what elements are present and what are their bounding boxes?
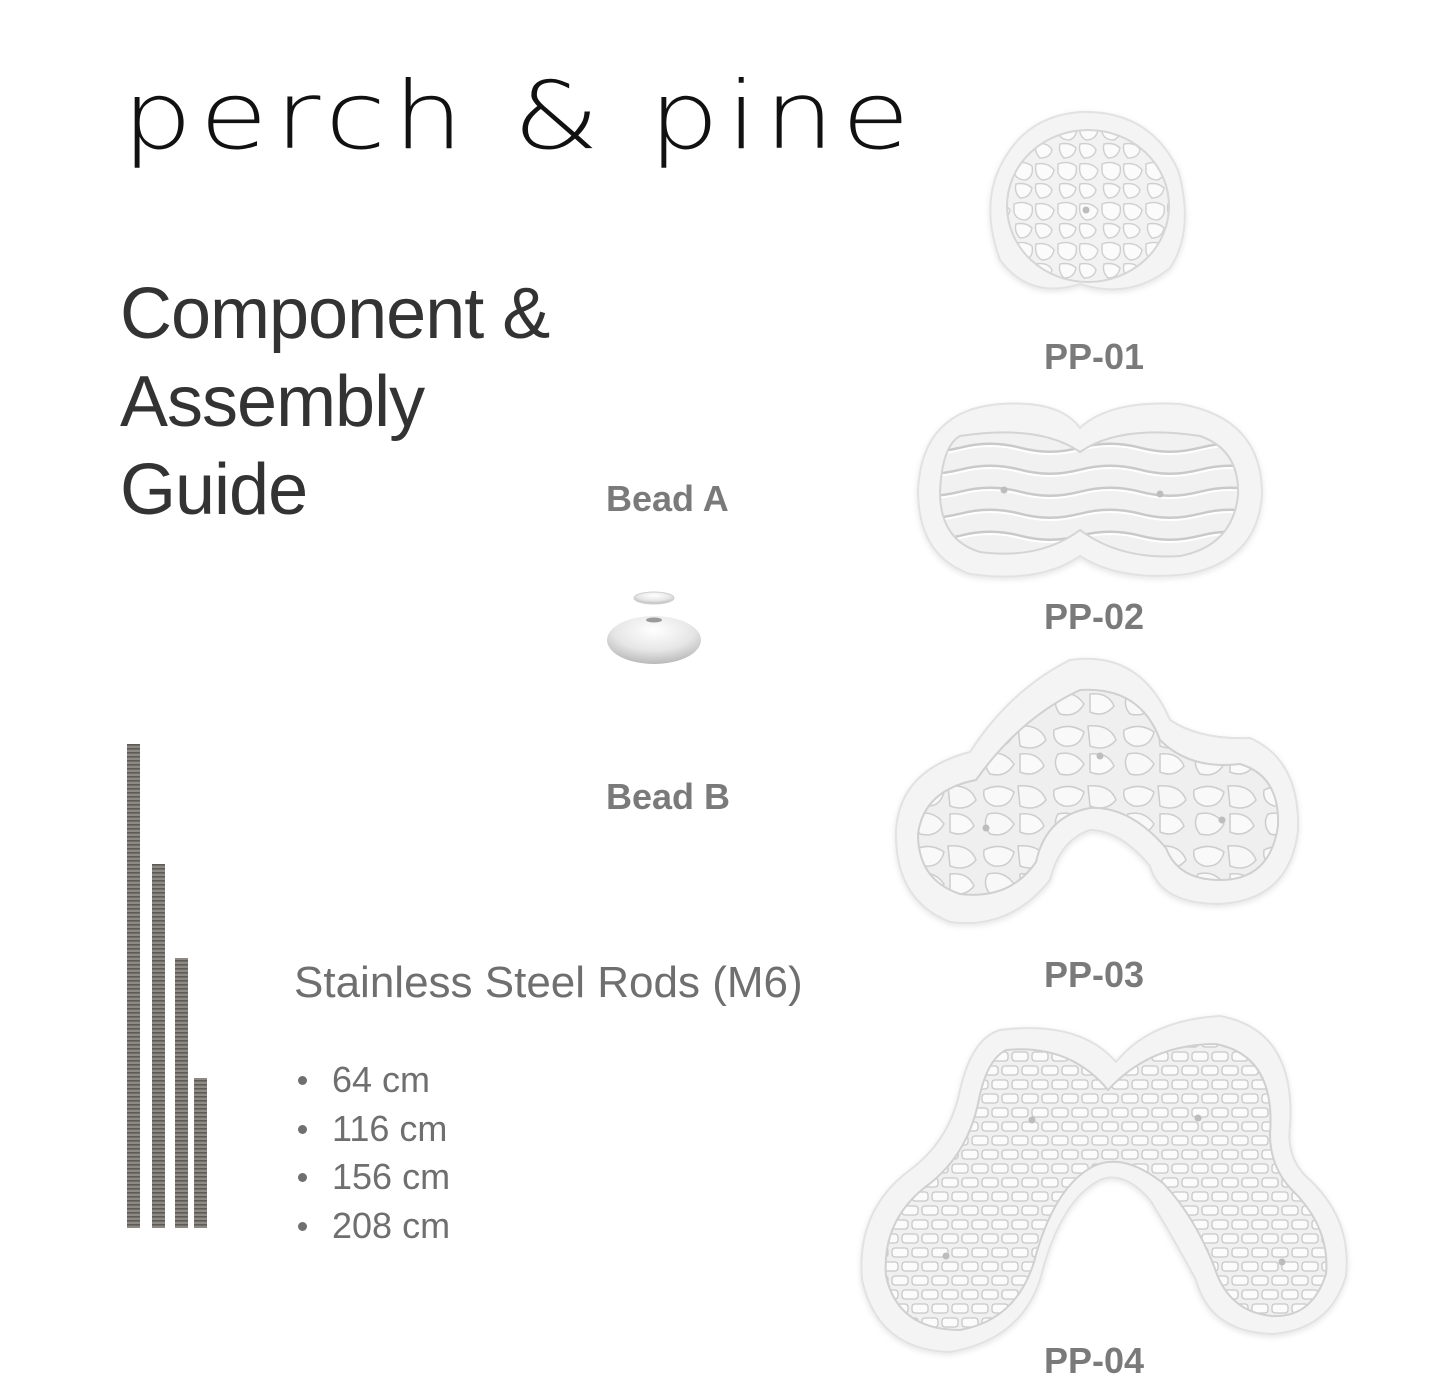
rod-length-item: 116 cm bbox=[294, 1105, 450, 1154]
bead-b-label: Bead B bbox=[606, 776, 731, 817]
brand-logo: perch & pine bbox=[122, 62, 917, 171]
plate-pp-02 bbox=[918, 404, 1262, 577]
plate-pp-02-label: PP-02 bbox=[1044, 596, 1145, 637]
bead-a-label: Bead A bbox=[606, 478, 729, 519]
plate-pp-04-label: PP-04 bbox=[1044, 1340, 1145, 1381]
plate-pp-03 bbox=[896, 659, 1298, 923]
title-line-3: Guide bbox=[120, 450, 308, 530]
title-line-2: Assembly bbox=[120, 362, 425, 442]
rod-length-item: 156 cm bbox=[294, 1153, 450, 1202]
rods-title: Stainless Steel Rods (M6) bbox=[294, 958, 803, 1007]
plate-pp-01-label: PP-01 bbox=[1044, 336, 1145, 377]
title-line-1: Component & bbox=[120, 274, 550, 354]
plate-pp-01 bbox=[990, 112, 1185, 289]
rod-length-item: 208 cm bbox=[294, 1202, 450, 1251]
plate-pp-03-label: PP-03 bbox=[1044, 954, 1145, 995]
plate-pp-04 bbox=[861, 1016, 1346, 1352]
rod-length-item: 64 cm bbox=[294, 1056, 450, 1105]
